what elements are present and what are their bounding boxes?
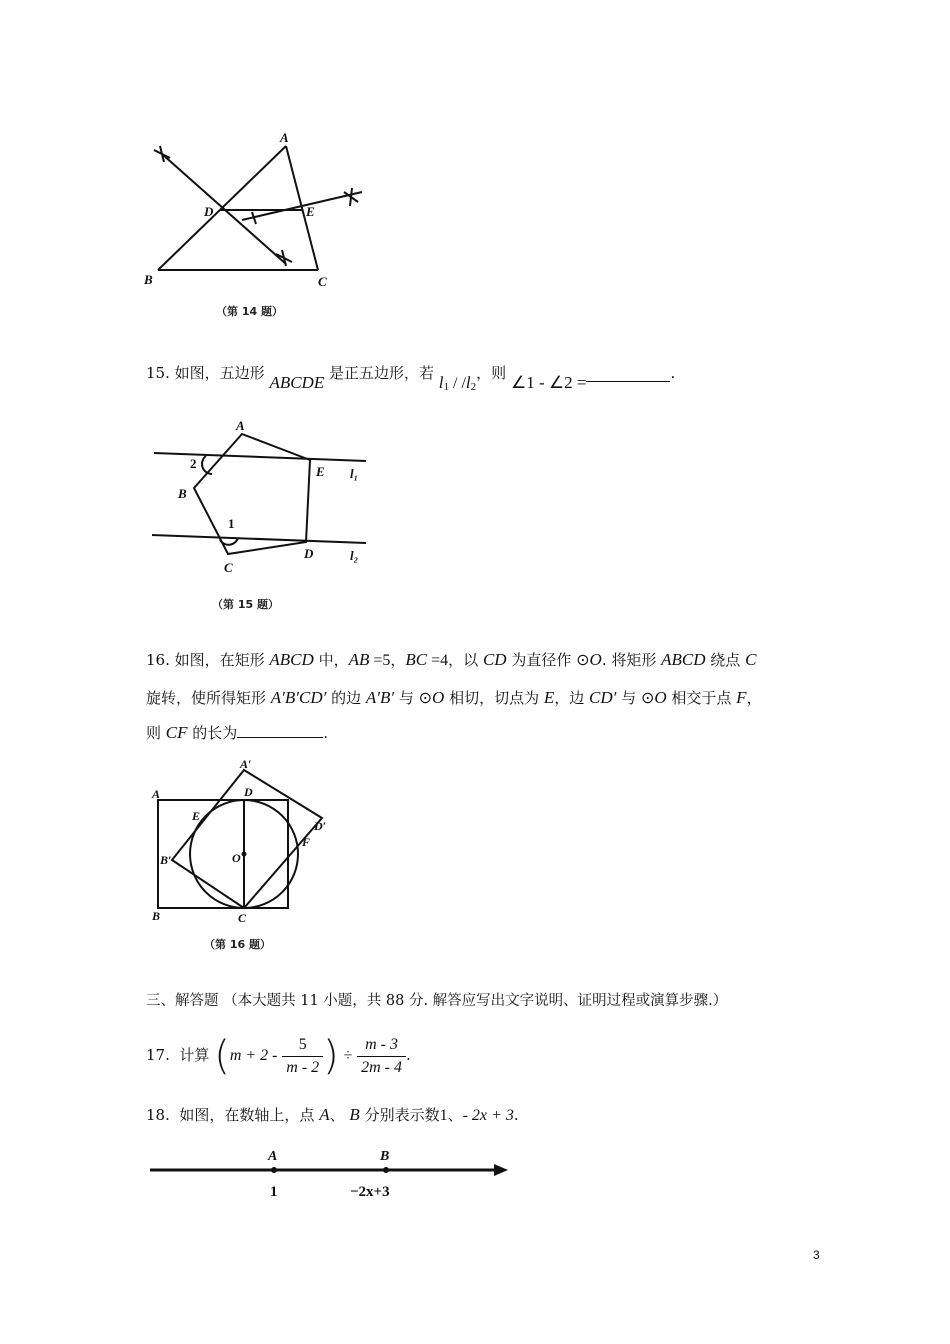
answer-blank-16	[237, 737, 323, 738]
fraction-1: $\frac{5}{m - 2}$	[282, 1034, 323, 1079]
label-angle-1: 1	[228, 516, 235, 531]
label-d: D	[204, 204, 214, 219]
fraction-2: $\frac{m - 3}{2m - 4}$	[357, 1034, 406, 1079]
math-term: A′B′CD′	[270, 688, 327, 707]
label-a: A	[280, 130, 289, 145]
math-symbol: ⊙	[576, 652, 590, 669]
text-run: 16. 如图，在矩形	[146, 651, 270, 669]
math-term: C	[745, 650, 757, 669]
question-16-line-1	[146, 649, 756, 672]
pentagon	[194, 434, 310, 554]
label-d: D	[244, 785, 253, 799]
math-term: O	[654, 688, 667, 707]
question-18: 18. 如图，在数轴上，点 A、 B 分别表示数1、- 2x + 3.	[146, 1105, 519, 1124]
text-run: 为直径作	[506, 651, 577, 669]
math-term: BC	[405, 650, 428, 669]
text-run: 与	[394, 689, 419, 707]
label-d: D	[304, 546, 314, 561]
math-term: ABCD	[269, 650, 314, 669]
question-16-line-2	[146, 687, 762, 710]
caption-16: （第 16 题）	[204, 938, 271, 951]
line-l2	[152, 535, 366, 543]
label-f: F	[302, 835, 311, 849]
label-angle-2: 2	[190, 456, 197, 471]
value-a: 1	[270, 1184, 278, 1200]
label-b: B	[380, 1149, 390, 1164]
question-15: 15. 如图，五边形 ABCDE 是正五边形，若 $l_1 / /l_2$，则 ∠1 - ∠2 = .	[146, 364, 676, 393]
math-term: O	[589, 650, 602, 669]
label-b-prime: B′	[160, 853, 172, 867]
math-term: A′B′	[365, 688, 395, 707]
label-b: B	[178, 486, 187, 501]
label-a: A	[236, 418, 245, 433]
section-3-header: 三、解答题 （本大题共 11 小题，共 88 分. 解答应写出文字说明、证明过程或演算步骤.）	[146, 993, 728, 1009]
text-run: ，边	[554, 689, 590, 707]
caption-15: （第 15 题）	[212, 598, 279, 611]
math-term: F	[736, 688, 747, 707]
math-term: O	[432, 688, 445, 707]
math-term: CD′	[589, 688, 617, 707]
figure-16	[140, 756, 340, 956]
question-16-line-3: 则 CF 的长为 .	[146, 723, 329, 742]
label-c: C	[318, 274, 327, 289]
angle-2-arc	[202, 456, 212, 474]
number-line	[146, 1140, 516, 1206]
label-e: E	[192, 809, 201, 823]
math-symbol: =4	[427, 652, 449, 669]
page-number: 3	[813, 1248, 820, 1262]
question-17: 17. 计算 (m + 2 - $\frac{5}{m - 2}$ ) ÷ $\frac{m - 3}{2m - 4}$ .	[146, 1033, 411, 1079]
label-a-prime: A′	[240, 757, 252, 771]
label-b: B	[144, 272, 153, 287]
math-term: ABCD	[661, 650, 706, 669]
text-run: 相交于点	[666, 689, 737, 707]
label-a: A	[152, 787, 161, 801]
math-symbol: =5	[369, 652, 391, 669]
text-run: . 将矩形	[601, 651, 662, 669]
math-symbol: ⊙	[640, 690, 655, 707]
center-o	[242, 852, 247, 857]
line-l1	[154, 453, 366, 461]
arc-mark	[344, 188, 358, 206]
math-symbol: ⊙	[418, 690, 433, 707]
text-run: 与	[616, 689, 641, 707]
answer-blank-15	[586, 381, 670, 382]
text-run: 的边	[326, 689, 366, 707]
math-term: E	[543, 688, 555, 707]
label-e: E	[316, 464, 325, 479]
text-run: 绕点	[705, 651, 746, 669]
text-run: ，以	[448, 651, 483, 669]
point-a	[271, 1167, 277, 1173]
text-run: ，	[390, 651, 406, 669]
math-term: CD	[482, 650, 507, 669]
bisector-line-2	[242, 192, 362, 220]
label-c: C	[238, 911, 247, 925]
label-o: O	[232, 851, 241, 865]
label-a: A	[268, 1149, 278, 1164]
figure-14	[140, 126, 380, 326]
caption-14: （第 14 题）	[216, 305, 283, 318]
label-b: B	[152, 909, 161, 923]
text-run: 旋转，使所得矩形	[146, 689, 271, 707]
label-e: E	[306, 204, 315, 219]
label-d-prime: D′	[314, 819, 327, 833]
label-l1: l₁	[350, 466, 359, 481]
text-run: ，	[746, 689, 762, 707]
label-l2: l₂	[350, 548, 359, 563]
label-c: C	[224, 560, 233, 575]
figure-15	[140, 416, 380, 586]
math-term: AB	[348, 650, 370, 669]
point-b	[383, 1167, 389, 1173]
text-run: 相切，切点为	[444, 689, 544, 707]
arrow-head	[494, 1164, 508, 1176]
value-b: −2x+3	[350, 1184, 390, 1200]
text-run: 中，	[313, 651, 349, 669]
